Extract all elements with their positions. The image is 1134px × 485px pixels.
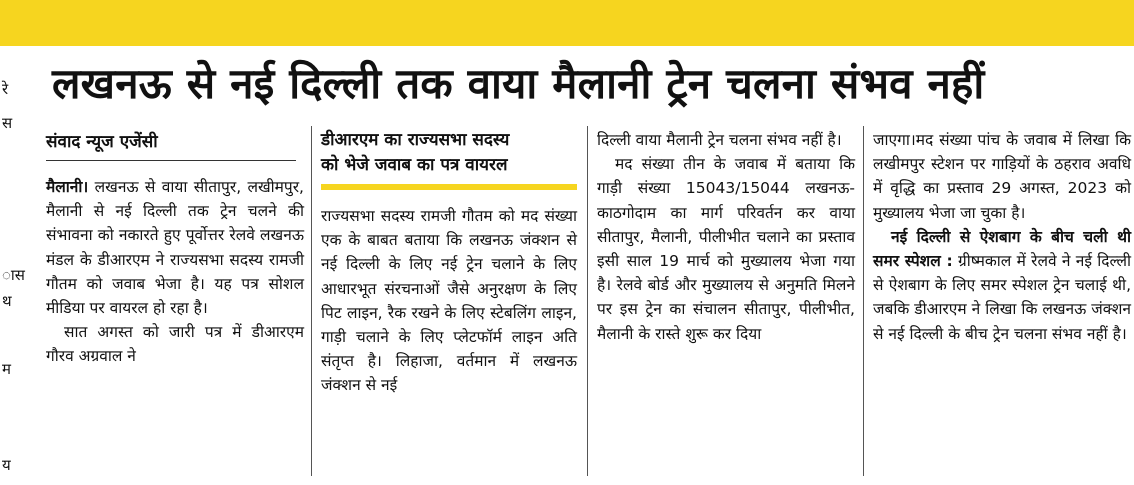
article-paragraph: सात अगस्त को जारी पत्र में डीआरएम गौरव अग्रवाल ने bbox=[46, 323, 304, 366]
edge-fragment: थ bbox=[2, 292, 12, 310]
run-in-headline: नई दिल्ली से ऐशबाग के बीच चली थी समर स्पेशल : bbox=[873, 227, 1131, 271]
paragraph-text: ग्रीष्मकाल में रेलवे ने नई दिल्ली से ऐशबाग के लिए समर स्पेशल ट्रेन चलाई थी, जबकि डीआरएम ने लिखा कि लखनऊ जंक्शन से नई दिल्ली के बीच ट्रेन चलना संभव नहीं है। bbox=[873, 252, 1131, 343]
column-divider bbox=[587, 126, 588, 476]
column-divider bbox=[863, 126, 864, 476]
article-column-1 bbox=[46, 128, 304, 369]
byline: संवाद न्यूज एजेंसी bbox=[46, 132, 158, 152]
paragraph-text: लखनऊ से वाया सीतापुर, लखीमपुर, मैलानी से नई दिल्ली तक ट्रेन चलने की संभावना को नकारते हुए पूर्वोत्तर रेलवे लखनऊ मंडल के डीआरएम ने राज्यसभा सदस्य रामजी गौतम को जवाब भेजा है। यह पत्र सोशल मीडिया पर वायरल हो रहा है। bbox=[46, 178, 304, 318]
edge-fragment: म bbox=[2, 360, 11, 378]
byline-divider bbox=[46, 160, 296, 161]
column-divider bbox=[311, 126, 312, 476]
edge-fragment: ास bbox=[2, 266, 25, 284]
sub-headline bbox=[321, 128, 577, 190]
sub-headline-line: को भेजे जवाब का पत्र वायरल bbox=[321, 155, 508, 175]
article-column-2 bbox=[321, 128, 577, 398]
article-paragraph: मद संख्या तीन के जवाब में बताया कि गाड़ी संख्या 15043/15044 लखनऊ-काठगोदाम का मार्ग परिवर्तन कर वाया सीतापुर, मैलानी, पीलीभीत चलाने का प्रस्ताव इसी साल 19 मार्च को मुख्यालय भेजा गया है। रेलवे बोर्ड और मुख्यालय से अनुमति मिलने पर इस ट्रेन का संचालन सीतापुर, पीलीभीत, मैलानी के रास्ते शुरू कर दिया bbox=[597, 155, 855, 343]
article-paragraph: राज्यसभा सदस्य रामजी गौतम को मद संख्या एक के बाबत बताया कि लखनऊ जंक्शन से नई दिल्ली के लिए नई ट्रेन चलाने के लिए आधारभूत संरचनाओं जैसे अनुरक्षण के लिए पिट लाइन, रैक रखने के लिए स्टेबलिंग लाइन, गाड़ी चलाने के लिए प्लेटफॉर्म लाइन अति संतृप्त है। लिहाजा, वर्तमान में लखनऊ जंक्शन से नई bbox=[321, 207, 577, 395]
adjacent-column-fragment bbox=[0, 70, 25, 485]
edge-fragment: स bbox=[2, 114, 13, 132]
article-column-4 bbox=[873, 128, 1131, 346]
top-yellow-band bbox=[0, 0, 1134, 46]
article-column-3 bbox=[597, 128, 855, 346]
sub-headline-line: डीआरएम का राज्यसभा सदस्य bbox=[321, 130, 510, 150]
article-headline: लखनऊ से नई दिल्ली तक वाया मैलानी ट्रेन चलना संभव नहीं bbox=[52, 59, 985, 108]
edge-fragment: य bbox=[2, 456, 11, 474]
dateline: मैलानी। bbox=[46, 178, 89, 196]
article-paragraph bbox=[873, 225, 1131, 346]
article-paragraph bbox=[46, 175, 304, 320]
article-paragraph: जाएगा।मद संख्या पांच के जवाब में लिखा कि लखीमपुर स्टेशन पर गाड़ियों के ठहराव अवधि में वृद्धि का प्रस्ताव 29 अगस्त, 2023 को मुख्यालय भेजा जा चुका है। bbox=[873, 131, 1131, 222]
article-paragraph: दिल्ली वाया मैलानी ट्रेन चलना संभव नहीं है। bbox=[597, 131, 842, 149]
edge-fragment: रे bbox=[2, 80, 9, 98]
